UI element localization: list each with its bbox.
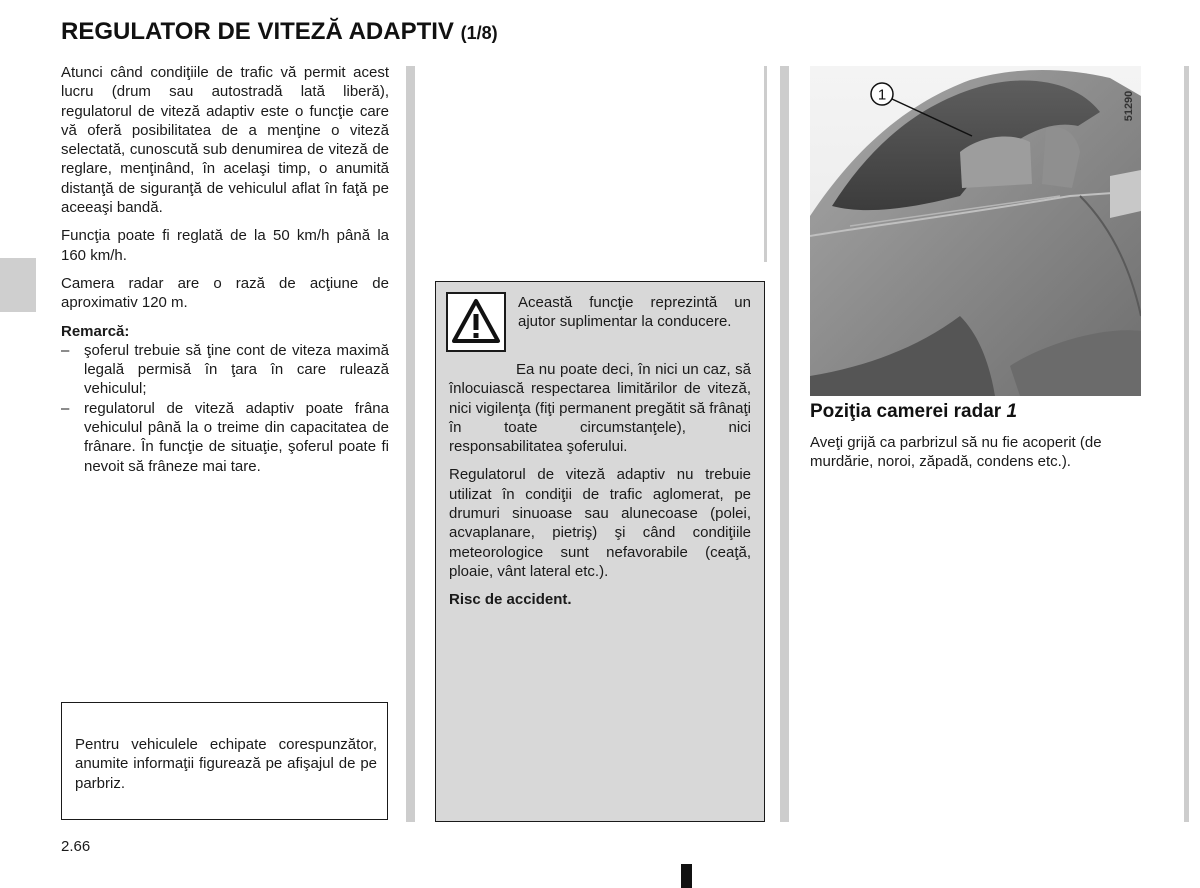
remark-list [61, 341, 389, 476]
column-accent [764, 66, 767, 262]
section-tab [0, 258, 36, 312]
intro-paragraph: Atunci când condiţiile de trafic vă permit acest lucru (drum sau autostradă lată liberă), regulatorul de viteză adaptiv este o funcţie care vă oferă posibilitatea de a menţine o viteză selectată, cunoscută sub denumirea de viteză de reglare, menţinând, în acelaşi timp, o anumită distanţă de siguranţă de vehiculul aflat în faţă pe aceeaşi bandă. [61, 64, 389, 217]
page-part: (1/8) [460, 23, 498, 43]
warning-lead: Această funcţie reprezintă un ajutor suplimentar la conducere. [518, 294, 751, 331]
info-note-text: Pentru vehiculele echipate corespunzător, anumite informaţii figurează pe afişajul de pe parbriz. [75, 736, 377, 792]
figure-caption-number: 1 [1006, 401, 1018, 422]
list-item [61, 341, 389, 399]
figure-caption-text: Poziţia camerei radar [810, 401, 1002, 422]
figure-caption [810, 401, 1150, 423]
risk-label: Risc de accident. [449, 591, 572, 609]
car-photo [810, 66, 1141, 396]
column-divider-right [780, 66, 789, 822]
figure-text: Aveţi grijă ca parbrizul să nu fie acoperit (de murdărie, noroi, zăpadă, condens etc.). [810, 434, 1102, 471]
dash-bullet: – [61, 399, 70, 417]
page-title [61, 18, 498, 46]
warning-paragraph: Ea nu poate deci, în nici un caz, să înlocuiască respectarea limitărilor de viteză, nici vigilenţa (fiţi permanent pregătit să frânaţi în toate circumstanţele), nici responsabilitatea şoferului. [449, 361, 751, 456]
list-item [61, 399, 389, 476]
page-number: 2.66 [61, 838, 91, 855]
figure-code: 51290 [1123, 90, 1135, 122]
column-divider-left [406, 66, 415, 822]
range-paragraph: Funcţia poate fi reglată de la 50 km/h până la 160 km/h. [61, 227, 389, 264]
warning-box [435, 281, 765, 822]
page-title-text: REGULATOR DE VITEZĂ ADAPTIV [61, 18, 454, 45]
column-main-text [61, 63, 389, 476]
footer-mark [681, 864, 692, 888]
remark-title: Remarcă: [61, 322, 130, 340]
info-note-box [61, 702, 388, 820]
warning-triangle-icon [446, 292, 506, 352]
callout-number: 1 [877, 86, 887, 104]
camera-paragraph: Camera radar are o rază de acţiune de aproximativ 120 m. [61, 274, 389, 312]
remark-text: regulatorul de viteză adaptiv poate frâna vehiculul până la o treime din capacitatea de frânare. În funcţie de situaţie, şoferul poate fi nevoit să frâneze mai tare. [84, 399, 389, 475]
warning-body [449, 360, 751, 619]
dash-bullet: – [61, 341, 70, 359]
warning-paragraph: Regulatorul de viteză adaptiv nu trebuie utilizat în condiţii de trafic aglomerat, pe drumuri sinuoase sau alunecoase (polei, acvaplanare, pietriş) şi când condiţiile meteorologice sunt nefavorabile (ceaţă, ploaie, vânt lateral etc.). [449, 466, 751, 580]
page-edge-bar [1184, 66, 1189, 822]
remark-text: şoferul trebuie să ţine cont de viteza maximă legală permisă în ţara în care rulează vehiculul; [84, 341, 389, 398]
